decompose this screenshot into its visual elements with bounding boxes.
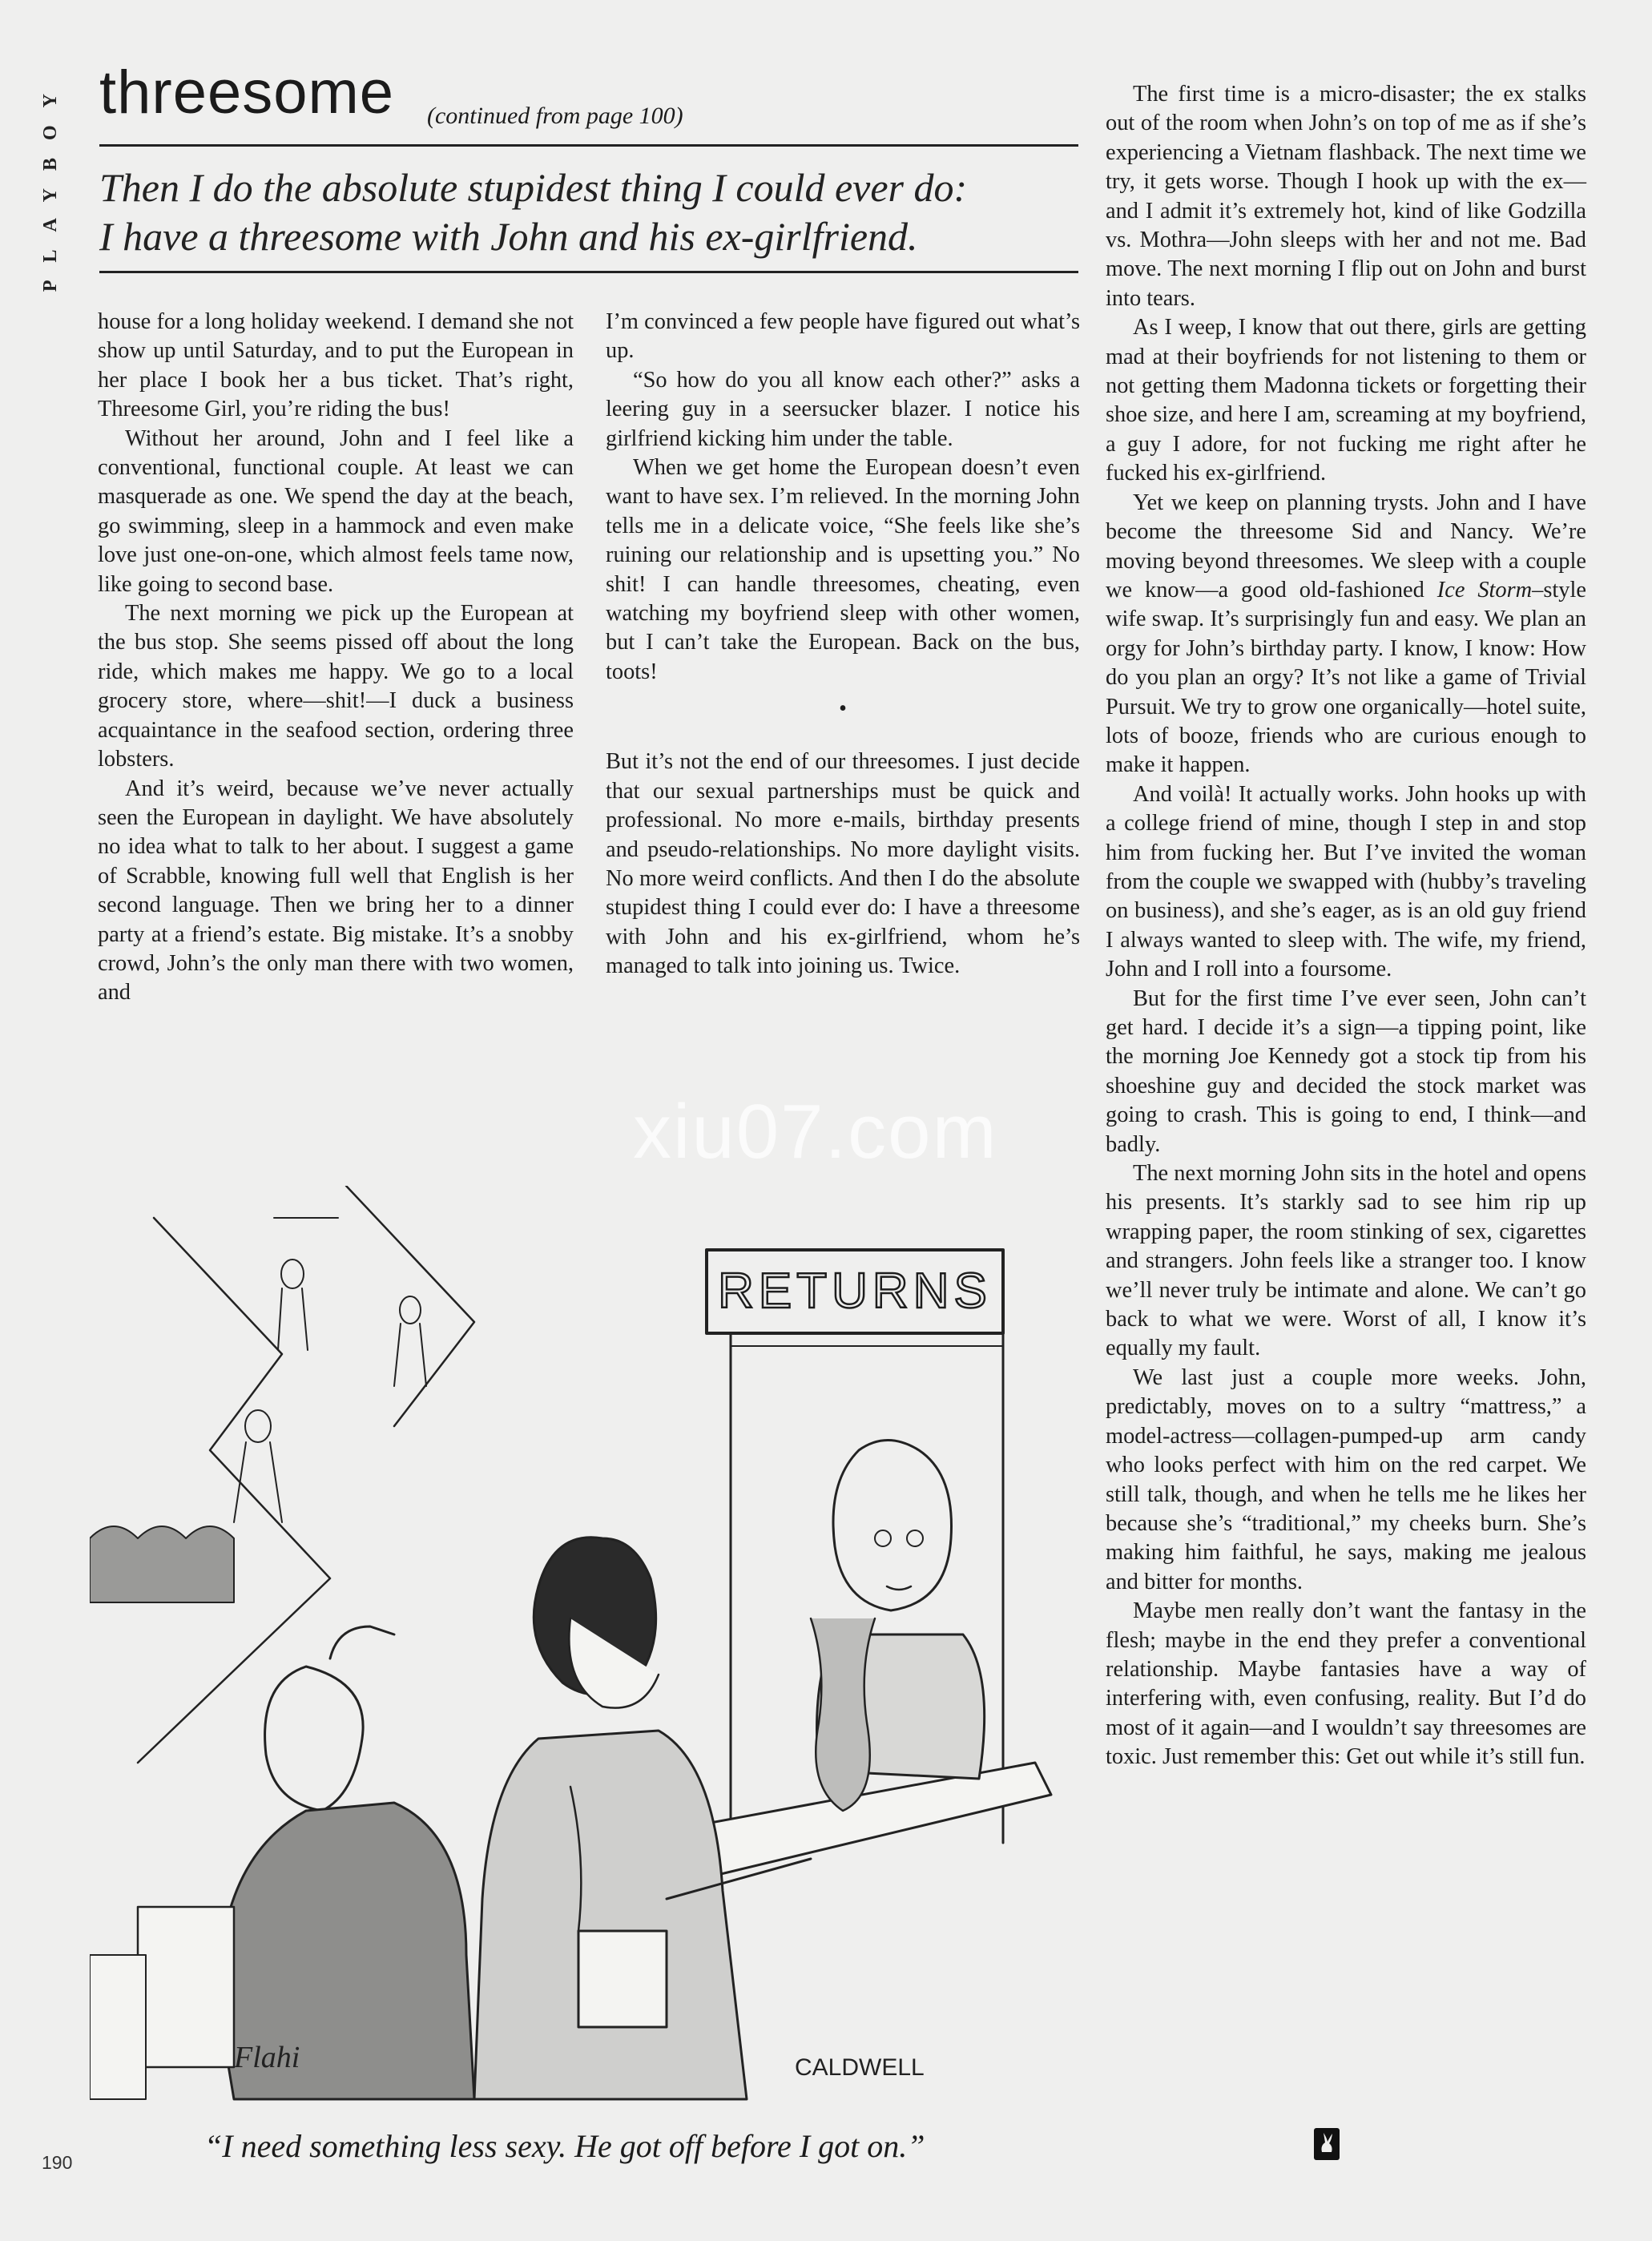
paragraph: But it’s not the end of our threesomes. I just decide that our sexual partnerships must be quick and professional. No more e-mails, birthday presents and pseudo-relationships. No more daylight visits. No more weird conflicts. And then I do the absolute stupidest thing I could ever do: I have a threesome with John and his ex-girlfriend, whom he’s managed to talk into joining us. Twice. bbox=[606, 749, 1080, 979]
pull-quote-line-2: I have a threesome with John and his ex-girlfriend. bbox=[99, 214, 918, 259]
returns-sign: RETURNS bbox=[718, 1264, 992, 1319]
paragraph: And it’s weird, because we’ve never actually seen the European in daylight. We have absolutely no idea what to talk to her about. I suggest a game of Scrabble, knowing full well that English is her second language. Then we bring her to a dinner party at a friend’s estate. Big mistake. It’s a snobby crowd, John’s the only man there with two women, and bbox=[98, 776, 574, 1006]
artist-signature: Flahi bbox=[234, 2041, 300, 2074]
paragraph: But for the first time I’ve ever seen, John can’t get hard. I decide it’s a sign—a tipping point, like the morning Joe Kennedy got a stock tip from his shoeshine guy and decided the stock market was going to crash. This is going to end, I think—and badly. bbox=[1106, 985, 1586, 1157]
paragraph: The next morning we pick up the European at the bus stop. She seems pissed off about the long ride, which makes me happy. We go to a local grocery store, where—shit!—I duck a business acquaintance in the seafood section, ordering three lobsters. bbox=[98, 601, 574, 772]
paragraph: And voilà! It actually works. John hooks up with a college friend of mine, though I step in and stop him from fucking her. But I’ve invited the woman from the couple we swapped with (hubby’s traveling on business), and she’s eager, as is an old guy friend I always wanted to sleep with. The wife, my friend, John and I roll into a foursome. bbox=[1106, 781, 1586, 982]
paragraph: The next morning John sits in the hotel and opens his presents. It’s starkly sad to see him rip up wrapping paper, the room stinking of sex, cigarettes and strangers. John feels like a stranger too. I know we’ll never truly be intimate and alone. We can’t go back to what we were. Worst of all, I know it’s equally my fault. bbox=[1106, 1161, 1586, 1361]
column-2 bbox=[606, 308, 1080, 981]
paragraph: The first time is a micro-disaster; the ex stalks out of the room when John’s on top of me as if she’s experiencing a Vietnam flashback. The next time we try, it gets worse. Though I hook up with the ex—and I admit it’s extremely hot, kind of like Godzilla vs. Mothra—John sleeps with her and not me. Bad move. The next morning I flip out on John and burst into tears. bbox=[1106, 82, 1586, 311]
magazine-name: PLAYBOY bbox=[40, 76, 61, 292]
pull-quote-rule bbox=[99, 271, 1078, 273]
paragraph: We last just a couple more weeks. John, predictably, moves on to a sultry “mattress,” a model-actress—collagen-pumped-up arm candy who looks perfect with him on the red carpet. We still talk, though, and when he tells me he likes her because she’s “traditional,” my cheeks burn. She’s making him faithful, he says, making me jealous and bitter for months. bbox=[1106, 1364, 1586, 1594]
cartoon-caption: “I need something less sexy. He got off before I got on.” bbox=[204, 2128, 925, 2164]
paragraph: “So how do you all know each other?” asks a leering guy in a seersucker blazer. I notice his girlfriend kicking him under the table. bbox=[606, 367, 1080, 451]
cartoon-illustration bbox=[90, 1186, 1083, 2103]
paragraph: house for a long holiday weekend. I demand she not show up until Saturday, and to put the European in her place I book her a bus ticket. That’s right, Threesome Girl, you’re riding the bus! bbox=[98, 309, 574, 422]
rabbit-end-icon bbox=[1314, 2128, 1340, 2160]
header-rule bbox=[99, 144, 1078, 147]
paragraph: As I weep, I know that out there, girls are getting mad at their boyfriends for not listening to them or not getting them Madonna tickets or forgetting their shoe size, and here I am, screaming at my boyfriend, a guy I adore, for not fucking me right after he fucked his ex-girlfriend. bbox=[1106, 315, 1586, 486]
pull-quote bbox=[99, 163, 1085, 261]
film-title: Ice Storm bbox=[1436, 577, 1533, 603]
column-3 bbox=[1106, 80, 1586, 1772]
section-break: • bbox=[839, 696, 847, 722]
artist-credit: CALDWELL bbox=[795, 2054, 925, 2081]
page-number: 190 bbox=[42, 2152, 73, 2173]
text-run: Yet we keep on planning trysts. John and I have become the threesome Sid and Nancy. We’re moving beyond threesomes. We sleep with a couple we know—a good old-fashioned bbox=[1106, 490, 1586, 603]
paragraph: I’m convinced a few people have figured out what’s up. bbox=[606, 309, 1080, 364]
paragraph: Without her around, John and I feel like a conventional, functional couple. At least we can masquerade as one. We spend the day at the beach, go swimming, sleep in a hammock and even make love just one-on-one, which almost feels tame now, like going to second base. bbox=[98, 425, 574, 597]
article-title: threesome bbox=[99, 58, 395, 127]
text-run: –style wife swap. It’s surprisingly fun and easy. We plan an orgy for John’s birthday party. I know, I know: How do you plan an orgy? It’s not like a game of Trivial Pursuit. We try to grow one organically—hotel suite, lots of booze, friends who are curious enough to make it happen. bbox=[1106, 577, 1586, 778]
pull-quote-line-1: Then I do the absolute stupidest thing I could ever do: bbox=[99, 165, 968, 210]
column-1 bbox=[98, 308, 574, 1008]
paragraph bbox=[1106, 489, 1586, 780]
watermark: xiu07.com bbox=[633, 1089, 998, 1175]
paragraph: When we get home the European doesn’t even want to have sex. I’m relieved. In the morning John tells me in a delicate voice, “She feels like she’s ruining our relationship and is upsetting you.” No shit! I can handle threesomes, cheating, even watching my boyfriend sleep with other women, but I can’t take the European. Back on the bus, toots! bbox=[606, 455, 1080, 684]
paragraph: Maybe men really don’t want the fantasy in the flesh; maybe in the end they prefer a conventional relationship. Maybe fantasies have a way of interfering with, even confusing, reality. But I’d do most of it again—and I wouldn’t say threesomes are toxic. Just remember this: Get out while it’s still fun. bbox=[1106, 1598, 1586, 1770]
continued-note: (continued from page 100) bbox=[427, 103, 683, 129]
